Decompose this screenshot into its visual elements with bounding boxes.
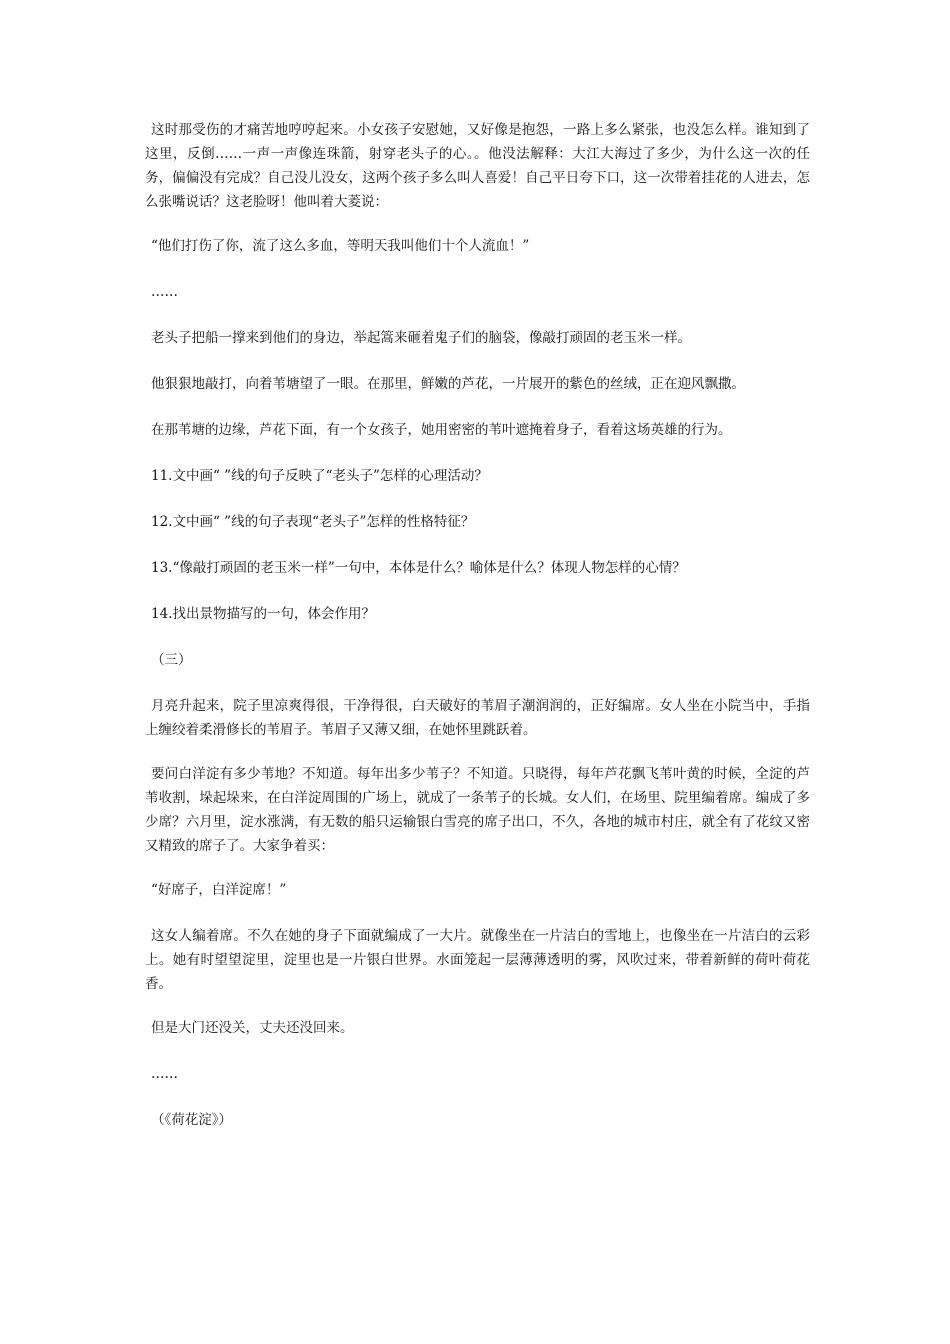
paragraph-girl-watching: 在那苇塘的边缘，芦花下面，有一个女孩子，她用密密的苇叶遮掩着身子，看着这场英雄的行为。 xyxy=(151,422,732,438)
quote-good-mats: “好席子，白洋淀席！” xyxy=(151,882,287,898)
quote-revenge: “他们打伤了你，流了这么多血，等明天我叫他们十个人流血！” xyxy=(151,238,530,254)
section-heading-3: （三） xyxy=(151,652,192,668)
paragraph-old-man-strikes: 老头子把船一撑来到他们的身边，举起篙来砸着鬼子们的脑袋，像敲打顽固的老玉米一样。 xyxy=(151,330,691,346)
question-12: 12.文中画“ ”线的句子表现“老头子”怎样的性格特征？ xyxy=(151,514,475,530)
paragraph-reed-fields: 要问白洋淀有多少苇地？不知道。每年出多少苇子？不知道。只晓得，每年芦花飘飞苇叶黄的时候，全淀的芦苇收割，垛起垛来，在白洋淀周围的广场上，就成了一条苇子的长城。女人们，在场里、院里编着席。编成了多少席？六月里，淀水涨满，有无数的船只运输银白雪亮的席子出口，不久，各地的城市村庄，就全有了花纹又密又精致的席子了。大家争着买： xyxy=(145,766,810,854)
ellipsis-1: …… xyxy=(151,284,178,300)
question-14: 14.找出景物描写的一句，体会作用？ xyxy=(151,606,375,622)
ellipsis-2: …… xyxy=(151,1066,178,1082)
question-13: 13.“像敲打顽固的老玉米一样”一句中，本体是什么？喻体是什么？体现人物怎样的心情？ xyxy=(151,560,686,576)
paragraph-moonrise: 月亮升起来，院子里凉爽得很，干净得很，白天破好的苇眉子潮润润的，正好编席。女人坐在小院当中，手指上缠绞着柔滑修长的苇眉子。苇眉子又薄又细，在她怀里跳跃着。 xyxy=(145,698,810,738)
paragraph-reed-flowers: 他狠狠地敲打，向着苇塘望了一眼。在那里，鲜嫩的芦花，一片展开的紫色的丝绒，正在迎风飘撒。 xyxy=(151,376,745,392)
paragraph-woman-weaving: 这女人编着席。不久在她的身子下面就编成了一大片。就像坐在一片洁白的雪地上，也像坐在一片洁白的云彩上。她有时望望淀里，淀里也是一片银白世界。水面笼起一层薄薄透明的雾，风吹过来，带着新鲜的荷叶荷花香。 xyxy=(145,928,810,992)
question-11: 11.文中画“ ”线的句子反映了“老头子”怎样的心理活动？ xyxy=(151,468,488,484)
source-citation: （《荷花淀》） xyxy=(151,1112,232,1128)
document-body xyxy=(145,118,810,1154)
paragraph-injured-girl: 这时那受伤的才痛苦地哼哼起来。小女孩子安慰她，又好像是抱怨，一路上多么紧张，也没怎么样。谁知到了这里，反倒……一声一声像连珠箭，射穿老头子的心。。他没法解释：大江大海过了多少，为什么这一次的任务，偏偏没有完成？自己没儿没女，这两个孩子多么叫人喜爱！自己平日夸下口，这一次带着挂花的人进去，怎么张嘴说话？这老脸呀！他叫着大菱说： xyxy=(145,122,810,210)
paragraph-husband-not-back: 但是大门还没关，丈夫还没回来。 xyxy=(151,1020,354,1036)
